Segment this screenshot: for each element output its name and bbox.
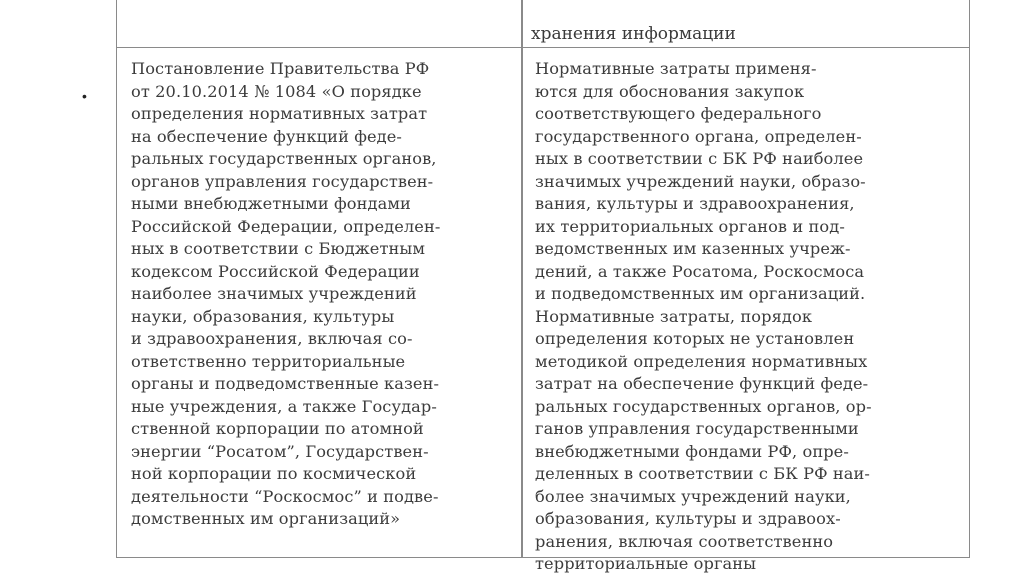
right-cell-line: методикой определения нормативных xyxy=(535,351,868,371)
left-cell-line: ственной корпорации по атомной xyxy=(131,419,424,438)
right-cell-line: внебюджетными фондами РФ, опре- xyxy=(535,441,849,461)
left-cell-regulation xyxy=(131,58,515,531)
right-cell-line: ведомственных им казенных учреж- xyxy=(535,239,851,258)
right-cell-line: и подведомственных им организаций. xyxy=(535,284,866,303)
right-cell-line: ранения, включая соответственно xyxy=(535,531,834,551)
left-cell-line: науки, образования, культуры xyxy=(131,306,395,326)
left-cell-line: на обеспечение функций феде- xyxy=(131,126,402,146)
right-cell-line: территориальные органы xyxy=(535,554,757,573)
column-divider xyxy=(521,0,523,557)
right-cell-line: более значимых учреждений науки, xyxy=(535,486,851,506)
right-cell-line: ганов управления государственными xyxy=(535,419,859,438)
left-cell-line: энергии “Росатом”, Государствен- xyxy=(131,441,429,461)
right-cell-line: Нормативные затраты применя- xyxy=(535,59,817,78)
right-cell-line: значимых учреждений науки, образо- xyxy=(535,171,866,191)
left-cell-line: органов управления государствен- xyxy=(131,171,434,191)
right-cell-line: их территориальных органов и под- xyxy=(535,216,845,236)
left-cell-line: определения нормативных затрат xyxy=(131,104,428,123)
left-cell-line: деятельности “Роскосмос” и подве- xyxy=(131,486,439,506)
right-cell-line: деленных в соответствии с БК РФ наи- xyxy=(535,464,870,483)
left-cell-line: ными внебюджетными фондами xyxy=(131,194,411,213)
right-cell-line: ральных государственных органов, ор- xyxy=(535,396,872,416)
left-cell-line: ные учреждения, а также Государ- xyxy=(131,396,437,416)
previous-row-text: хранения информации xyxy=(531,24,736,44)
left-cell-line: кодексом Российской Федерации xyxy=(131,261,420,281)
left-cell-line: органы и подведомственные казен- xyxy=(131,374,440,393)
previous-row-fragment xyxy=(117,0,969,48)
left-cell-line: Постановление Правительства РФ xyxy=(131,59,430,78)
left-cell-line: от 20.10.2014 № 1084 «О порядке xyxy=(131,81,422,101)
left-cell-line: домственных им организаций» xyxy=(131,509,401,528)
left-cell-line: и здравоохранения, включая со- xyxy=(131,329,413,348)
bullet-marker: • xyxy=(82,88,87,104)
left-cell-line: наиболее значимых учреждений xyxy=(131,284,417,303)
left-cell-line: Российской Федерации, определен- xyxy=(131,216,441,236)
right-cell-line: Нормативные затраты, порядок xyxy=(535,306,813,326)
right-cell-line: вания, культуры и здравоохранения, xyxy=(535,194,855,213)
right-cell-line: определения которых не установлен xyxy=(535,329,855,348)
right-cell-line: образования, культуры и здравоох- xyxy=(535,509,841,528)
right-cell-line: ются для обоснования закупок xyxy=(535,81,805,101)
left-cell-line: ных в соответствии с Бюджетным xyxy=(131,239,426,258)
right-cell-line: затрат на обеспечение функций феде- xyxy=(535,374,869,393)
right-cell-description xyxy=(535,58,963,574)
right-cell-line: ных в соответствии с БК РФ наиболее xyxy=(535,149,864,168)
document-table xyxy=(116,0,970,573)
right-cell-line: государственного органа, определен- xyxy=(535,126,862,146)
left-cell-line: ной корпорации по космической xyxy=(131,464,417,483)
left-cell-line: ответственно территориальные xyxy=(131,351,406,371)
right-cell-line: дений, а также Росатома, Роскосмоса xyxy=(535,261,865,281)
right-cell-line: соответствующего федерального xyxy=(535,104,822,123)
left-cell-line: ральных государственных органов, xyxy=(131,149,437,168)
